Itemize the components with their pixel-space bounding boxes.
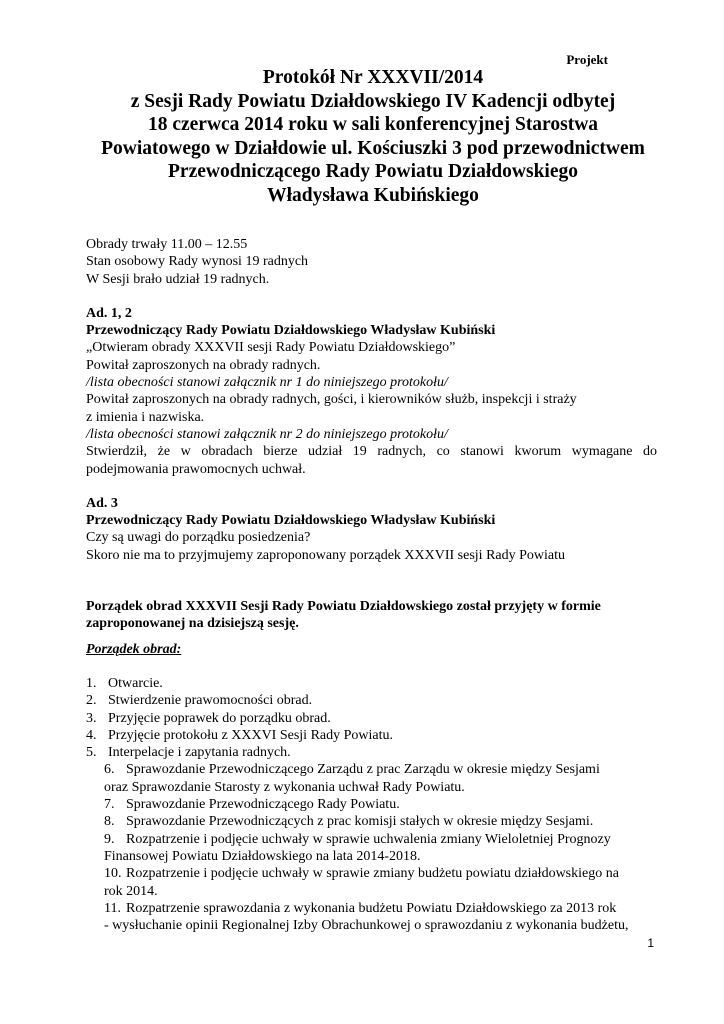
- item-text: Sprawozdanie Przewodniczącego Zarządu z prac Zarządu w okresie między Sesjami: [126, 762, 600, 778]
- list-item: [86, 813, 657, 830]
- agenda-list: [86, 675, 657, 761]
- intro-line: Obrady trwały 11.00 – 12.55: [86, 237, 248, 252]
- item-text: Rozpatrzenie i podjęcie uchwały w sprawie zmiany budżetu powiatu działdowskiego na: [126, 866, 619, 882]
- list-item: [86, 692, 657, 709]
- ad12-line: z imienia i nazwiska.: [86, 409, 205, 425]
- title-line: Władysława Kubińskiego: [267, 184, 479, 206]
- title-line: 18 czerwca 2014 roku w sali konferencyjnej Starostwa: [147, 114, 599, 135]
- item-number: 7.: [104, 797, 115, 813]
- item-number: 4.: [86, 727, 97, 743]
- intro-line: Stan osobowy Rady wynosi 19 radnych: [86, 254, 309, 270]
- list-item: [86, 865, 657, 900]
- agenda-statement: Porządek obrad XXXVII Sesji Rady Powiatu Działdowskiego został przyjęty w formie zaproponowanej na dzisiejszą sesję.: [86, 599, 601, 632]
- list-item: [86, 900, 657, 935]
- projekt-label: Projekt: [566, 52, 608, 67]
- ad12-line: Stwierdził, że w obradach bierze udział 19 radnych, co stanowi kworum wymagane do podejmowania prawomocnych uchwał.: [86, 444, 657, 477]
- item-number: 6.: [104, 762, 115, 778]
- item-continuation: oraz Sprawozdanie Starosty z wykonania uchwał Rady Powiatu.: [104, 779, 465, 795]
- item-text: Rozpatrzenie sprawozdania z wykonania budżetu Powiatu Działdowskiego za 2013 rok: [126, 900, 617, 916]
- ad12-note: /lista obecności stanowi załącznik nr 1 do niniejszego protokołu/: [86, 375, 448, 391]
- item-number: 3.: [86, 710, 97, 726]
- item-continuation: rok 2014.: [104, 883, 158, 899]
- list-item: [86, 761, 657, 796]
- item-text: Sprawozdanie Przewodniczących z prac komisji stałych w okresie między Sesjami.: [126, 814, 594, 830]
- title-line: z Sesji Rady Powiatu Działdowskiego IV Kadencji odbytej: [130, 90, 616, 112]
- ad12-note: /lista obecności stanowi załącznik nr 2 do niniejszego protokołu/: [86, 426, 448, 442]
- item-number: 1.: [86, 675, 97, 691]
- ad12-line: Powitał zaproszonych na obrady radnych, gości, i kierowników służb, inspekcji i straży: [86, 392, 577, 408]
- ad12-speaker: Przewodniczący Rady Powiatu Działdowskiego Władysław Kubiński: [86, 323, 496, 339]
- intro-line: W Sesji brało udział 19 radnych.: [86, 271, 270, 287]
- list-item: [86, 675, 657, 692]
- item-number: 8.: [104, 814, 115, 830]
- document-title: [86, 66, 660, 207]
- ad3-heading: Ad. 3: [86, 495, 118, 511]
- ad3-line: Czy są uwagi do porządku posiedzenia?: [86, 530, 311, 546]
- list-item: [86, 710, 657, 727]
- item-continuation: Finansowej Powiatu Działdowskiego na lata 2014-2018.: [104, 848, 421, 864]
- item-text: Sprawozdanie Przewodniczącego Rady Powiatu.: [126, 797, 400, 813]
- list-item: [86, 727, 657, 744]
- list-item: [86, 831, 657, 866]
- title-line: Przewodniczącego Rady Powiatu Działdowskiego: [168, 161, 578, 182]
- item-number: 5.: [86, 745, 97, 761]
- item-text: Otwarcie.: [108, 675, 163, 691]
- ad3-line: Skoro nie ma to przyjmujemy zaproponowany porządek XXXVII sesji Rady Powiatu: [86, 547, 566, 563]
- agenda-indented-list: [86, 761, 657, 934]
- item-number: 9.: [104, 831, 115, 847]
- title-line: Protokół Nr XXXVII/2014: [262, 67, 484, 88]
- list-item: [86, 796, 657, 813]
- document-body: [86, 236, 657, 934]
- item-text: Interpelacje i zapytania radnych.: [108, 745, 291, 761]
- item-text: Przyjęcie protokołu z XXXVI Sesji Rady Powiatu.: [108, 727, 394, 743]
- item-text: Przyjęcie poprawek do porządku obrad.: [108, 710, 331, 726]
- item-continuation: - wysłuchanie opinii Regionalnej Izby Obrachunkowej o sprawozdaniu z wykonania budżetu,: [104, 918, 629, 934]
- item-number: 11.: [104, 900, 121, 916]
- page-number: 1: [647, 936, 654, 950]
- item-text: Stwierdzenie prawomocności obrad.: [108, 693, 313, 709]
- ad12-line: Powitał zaproszonych na obrady radnych.: [86, 357, 321, 373]
- ad12-quote: „Otwieram obrady XXXVII sesji Rady Powiatu Działdowskiego”: [86, 340, 456, 356]
- list-item: [86, 744, 657, 761]
- agenda-heading: Porządek obrad:: [86, 641, 182, 657]
- item-number: 10.: [104, 866, 122, 882]
- item-text: Rozpatrzenie i podjęcie uchwały w sprawie uchwalenia zmiany Wieloletniej Prognozy: [126, 831, 611, 847]
- item-number: 2.: [86, 693, 97, 709]
- title-line: Powiatowego w Działdowie ul. Kościuszki 3 pod przewodnictwem: [101, 137, 645, 159]
- ad12-heading: Ad. 1, 2: [86, 305, 132, 321]
- ad3-speaker: Przewodniczący Rady Powiatu Działdowskiego Władysław Kubiński: [86, 513, 496, 529]
